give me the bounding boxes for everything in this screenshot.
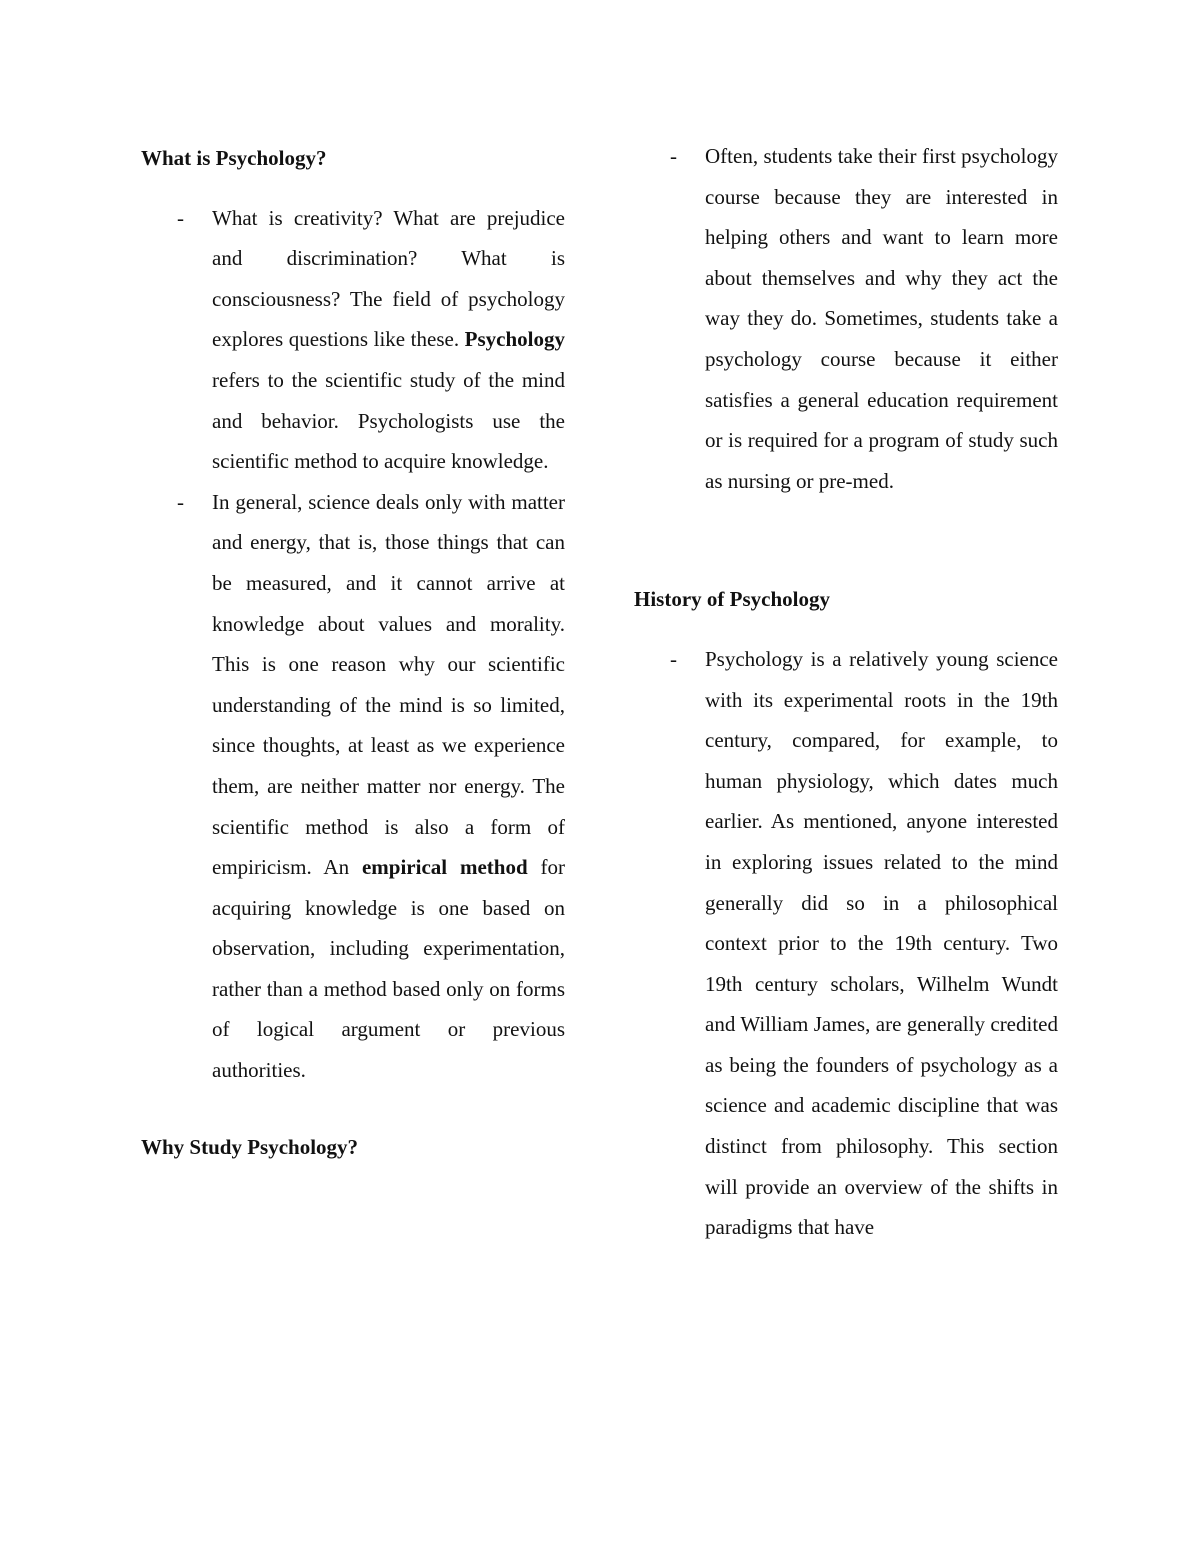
list-item [141,482,565,1091]
right-bullet-list-1 [634,136,1058,501]
list-item [141,198,565,482]
paragraph-text: Psychology is a relatively young science with its experimental roots in the 19th century, compared, for example, to human physiology, which dates much earlier. As mentioned, anyone interested in exploring issues related to the mind generally did so in a philosophical context prior to the 19th century. Two 19th century scholars, Wilhelm Wundt and William James, are generally credited as being the founders of psychology as a science and academic discipline that was distinct from philosophy. This section will provide an overview of the shifts in paradigms that have [705,646,1058,1240]
dash-bullet-marker: - [670,646,677,671]
left-bullet-list [141,198,565,1091]
dash-bullet-marker: - [670,144,677,168]
paragraph-text: Often, students take their first psychology course because they are interested in helping others and want to learn more about themselves and why they act the way they do. Sometimes, students take a psychology course because it either satisfies a general education requirement or is required for a program of study such as nursing or pre-med. [705,144,1058,493]
paragraph-text: for acquiring knowledge is one based on observation, including experimentation, rather than a method based only on forms of logical argument or previous authorities. [212,855,565,1083]
list-item [634,136,1058,501]
heading-what-is-psychology: What is Psychology? [141,146,327,170]
right-column [634,138,1058,1248]
paragraph-text: What is creativity? What are prejudice and discrimination? What is consciousness? The field of psychology explores questions like these. [212,205,565,352]
paragraph-text: In general, science deals only with matter and energy, that is, those things that can be measured, and it cannot arrive at knowledge about values and morality. This is one reason why our scientific understanding of the mind is so limited, since thoughts, at least as we experience them, are neither matter nor energy. The scientific method is also a form of empiricism. An [212,489,565,880]
dash-bullet-marker: - [177,205,184,230]
dash-bullet-marker: - [177,489,184,514]
right-bullet-list-2 [634,639,1058,1248]
list-item [634,639,1058,1248]
paragraph-text: refers to the scientific study of the mind and behavior. Psychologists use the scientific method to acquire knowledge. [212,367,565,474]
heading-history-of-psychology: History of Psychology [634,587,830,612]
left-column [141,138,565,1167]
bold-term-empirical-method: empirical method [361,855,528,880]
heading-why-study-psychology: Why Study Psychology? [141,1134,359,1159]
bold-term-psychology: Psychology [464,327,565,352]
